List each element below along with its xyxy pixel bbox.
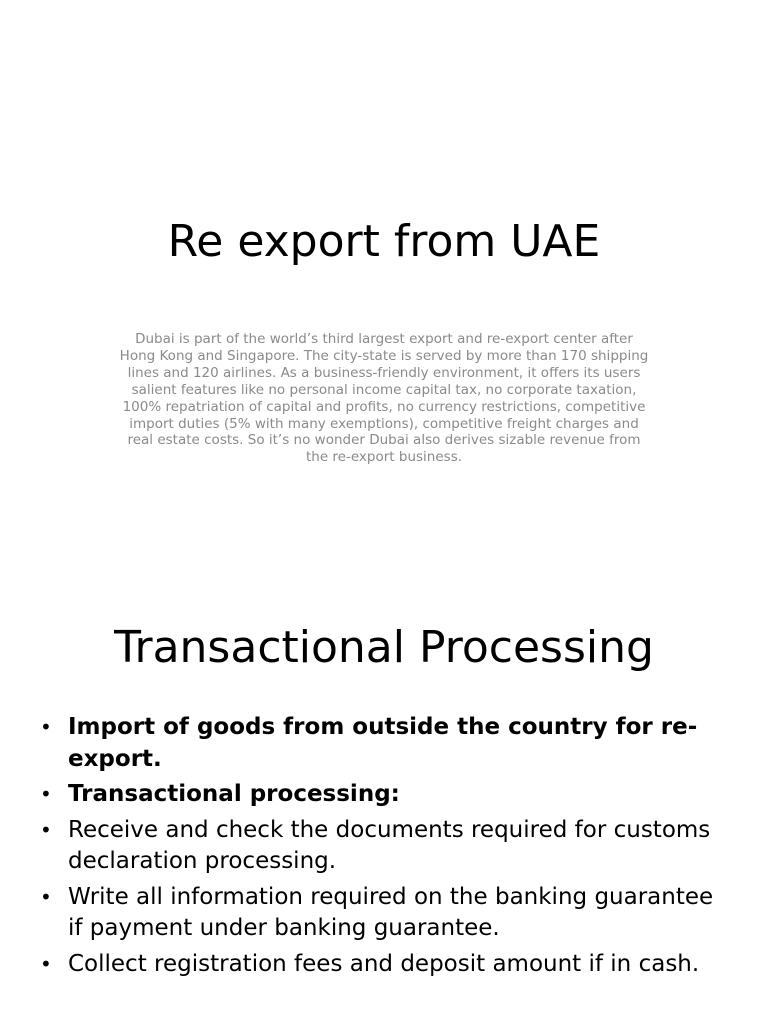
bullet-text: Import of goods from outside the country for re-export.: [68, 714, 698, 772]
bullet-dot-icon: •: [40, 782, 52, 806]
slide-2-title: Transactional Processing: [114, 622, 654, 673]
bullet-item: [38, 779, 728, 811]
bullet-dot-icon: •: [40, 951, 52, 976]
bullet-item: [38, 882, 728, 945]
bullet-dot-icon: •: [40, 817, 52, 842]
bullet-dot-icon: •: [40, 884, 52, 909]
bullet-text: Write all information required on the banking guarantee if payment under banking guarantee.: [68, 883, 714, 941]
bullet-dot-icon: •: [40, 715, 52, 739]
slide-1-subtitle: Dubai is part of the world’s third largest export and re-export center after Hong Kong and Singapore. The city-state is served by more than 170 shipping lines and 120 airlines. As a business-friendly environment, it offers its users salient features like no personal income capital tax, no corporate taxation, 100% repatriation of capital and profits, no currency restrictions, competitive import duties (5% with many exemptions), competitive freight charges and real estate costs. So it’s no wonder Dubai also derives sizable revenue from the re-export business.: [119, 331, 649, 466]
bullet-item: [38, 815, 728, 878]
slide-2: [0, 576, 768, 1024]
bullet-text: Receive and check the documents required for customs declaration processing.: [68, 816, 711, 874]
bullet-list: [38, 712, 728, 984]
slide-1-title: Re export from UAE: [167, 216, 601, 267]
bullet-text: Transactional processing:: [68, 781, 400, 807]
bullet-text: Collect registration fees and deposit amount if in cash.: [68, 950, 700, 977]
bullet-item: [38, 949, 728, 981]
bullet-item: [38, 712, 728, 775]
